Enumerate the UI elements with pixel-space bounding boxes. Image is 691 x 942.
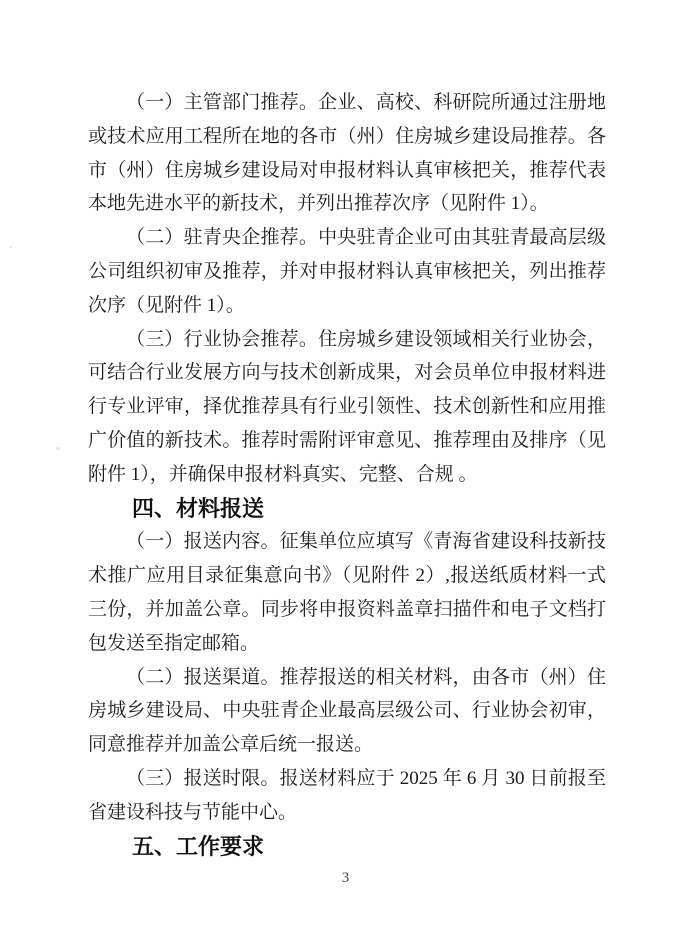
text-line: 广价值的新技术。推荐时需附评审意见、推荐理由及排序（见 [88, 429, 606, 451]
text-line: 同意推荐并加盖公章后统一报送。 [88, 734, 374, 756]
text-line: 三份，并加盖公章。同步将申报资料盖章扫描件和电子文档打 [88, 598, 606, 620]
text-line: （三）报送时限。报送材料应于 2025 年 6 月 30 日前报至 [126, 767, 606, 789]
text-line: 可结合行业发展方向与技术创新成果，对会员单位申报材料进 [88, 362, 606, 384]
text-line: （一）主管部门推荐。企业、高校、科研院所通过注册地 [126, 92, 606, 113]
section-heading: 五、工作要求 [132, 833, 265, 859]
text-line: （一）报送内容。征集单位应填写《青海省建设科技新技 [126, 531, 606, 553]
text-line: （三）行业协会推荐。住房城乡建设领域相关行业协会， [126, 328, 606, 350]
text-line: （二）驻青央企推荐。中央驻青企业可由其驻青最高层级 [126, 227, 606, 249]
text-line: 本地先进水平的新技术，并列出推荐次序（见附件 1）。 [88, 193, 549, 215]
text-line: （二）报送渠道。推荐报送的相关材料，由各市（州）住 [126, 666, 606, 688]
text-line: 或技术应用工程所在地的各市（州）住房城乡建设局推荐。各 [88, 125, 606, 147]
page-number: 3 [341, 870, 350, 886]
text-line: 省建设科技与节能中心。 [88, 801, 298, 823]
text-line: 术推广应用目录征集意向书》（见附件 2）,报送纸质材料一式 [88, 565, 606, 587]
text-line: 包发送至指定邮箱。 [88, 632, 260, 654]
scan-speck [9, 246, 12, 248]
text-line: 行专业评审，择优推荐具有行业引领性、技术创新性和应用推 [88, 396, 606, 418]
scan-speck [56, 447, 60, 450]
section-heading: 四、材料报送 [132, 495, 265, 521]
text-line: 次序（见附件 1）。 [88, 294, 245, 316]
text-line: 附件 1），并确保申报材料真实、完整、合规 。 [88, 463, 478, 485]
document-body [88, 86, 606, 863]
text-line: 公司组织初审及推荐，并对申报材料认真审核把关，列出推荐 [88, 260, 606, 282]
text-line: 房城乡建设局、中央驻青企业最高层级公司、行业协会初审， [88, 700, 606, 722]
text-line: 市（州）住房城乡建设局对申报材料认真审核把关，推荐代表 [88, 159, 606, 181]
